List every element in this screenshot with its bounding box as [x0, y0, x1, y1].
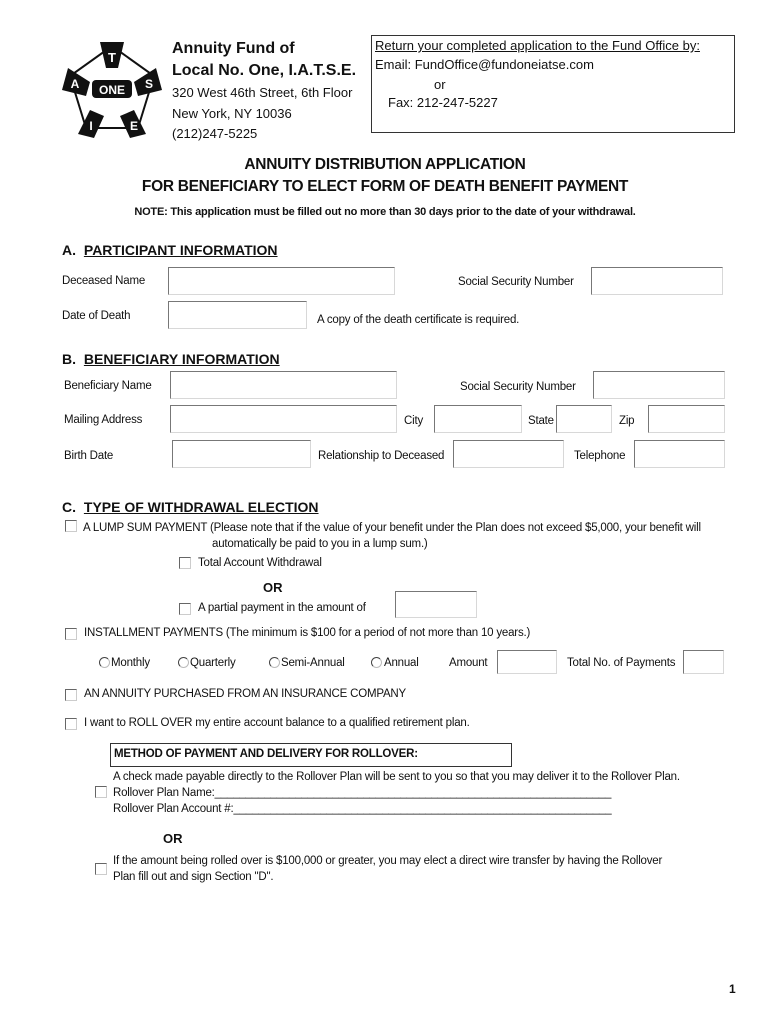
page-number: 1 [729, 982, 736, 996]
rollover-plan-account: Rollover Plan Account #:_____________________________________________________________ [113, 803, 612, 815]
city-label: City [404, 415, 424, 427]
partial-amount-field[interactable] [395, 591, 477, 618]
frequency-quarterly-radio[interactable] [178, 657, 189, 668]
frequency-monthly-radio[interactable] [99, 657, 110, 668]
total-payments-field[interactable] [683, 650, 724, 674]
return-box-or: or [434, 77, 446, 92]
deceased-ssn-label: Social Security Number [458, 276, 574, 288]
installment-checkbox[interactable] [65, 628, 77, 640]
telephone-field[interactable] [634, 440, 725, 468]
mailing-address-label: Mailing Address [64, 414, 143, 426]
wire-transfer-checkbox[interactable] [95, 863, 107, 875]
death-certificate-note: A copy of the death certificate is required. [317, 314, 520, 326]
rollover-checkbox[interactable] [65, 718, 77, 730]
rollover-method-title: METHOD OF PAYMENT AND DELIVERY FOR ROLLOVER: [114, 748, 418, 760]
zip-field[interactable] [648, 405, 725, 433]
logo-letter-e: E [129, 119, 139, 133]
date-of-death-field[interactable] [168, 301, 307, 329]
state-field[interactable] [556, 405, 612, 433]
state-label: State [528, 415, 554, 427]
birth-date-field[interactable] [172, 440, 311, 468]
telephone-label: Telephone [574, 450, 626, 462]
partial-payment-checkbox[interactable] [179, 603, 191, 615]
frequency-quarterly-label: Quarterly [190, 657, 236, 669]
city-field[interactable] [434, 405, 522, 433]
rollover-check-text: A check made payable directly to the Rollover Plan will be sent to you so that you may deliver it to the Rollover Plan. [113, 771, 680, 783]
form-title-line2: FOR BENEFICIARY TO ELECT FORM OF DEATH BENEFIT PAYMENT [141, 178, 629, 195]
logo-letter-a: A [70, 77, 80, 91]
beneficiary-name-label: Beneficiary Name [64, 380, 152, 392]
relationship-field[interactable] [453, 440, 564, 468]
return-box-title: Return your completed application to the Fund Office by: [375, 38, 700, 53]
rollover-label: I want to ROLL OVER my entire account balance to a qualified retirement plan. [84, 717, 470, 729]
annuity-checkbox[interactable] [65, 689, 77, 701]
relationship-label: Relationship to Deceased [318, 450, 445, 462]
frequency-semiannual-label: Semi-Annual [281, 657, 345, 669]
section-c-letter: C. [62, 499, 76, 515]
lump-sum-text-line2: automatically be paid to you in a lump sum.) [212, 538, 428, 550]
address-line2: New York, NY 10036 [172, 106, 292, 121]
logo-letter-i: I [89, 119, 93, 133]
total-withdrawal-label: Total Account Withdrawal [198, 557, 322, 569]
frequency-semiannual-radio[interactable] [269, 657, 280, 668]
total-payments-label: Total No. of Payments [567, 657, 676, 669]
frequency-annual-label: Annual [384, 657, 419, 669]
date-of-death-label: Date of Death [62, 310, 131, 322]
deceased-ssn-field[interactable] [591, 267, 723, 295]
section-b-letter: B. [62, 351, 76, 367]
return-box-email: Email: FundOffice@fundoneiatse.com [375, 57, 594, 72]
logo-center-text: ONE [98, 83, 126, 97]
rollover-check-checkbox[interactable] [95, 786, 107, 798]
deceased-name-field[interactable] [168, 267, 395, 295]
beneficiary-ssn-label: Social Security Number [460, 381, 576, 393]
section-b-title: BENEFICIARY INFORMATION [83, 351, 280, 367]
section-c-title: TYPE OF WITHDRAWAL ELECTION [83, 499, 319, 515]
return-instructions-box [371, 35, 735, 133]
address-line1: 320 West 46th Street, 6th Floor [172, 85, 353, 100]
fund-name-line1: Annuity Fund of [172, 40, 295, 57]
mailing-address-field[interactable] [170, 405, 397, 433]
or-separator-1: OR [263, 580, 283, 595]
section-c-heading [62, 499, 319, 515]
phone-number: (212)247-5225 [172, 126, 258, 141]
beneficiary-ssn-field[interactable] [593, 371, 725, 399]
wire-transfer-text-line1: If the amount being rolled over is $100,000 or greater, you may elect a direct wire transfer by having the Rollover [113, 855, 663, 867]
installment-amount-field[interactable] [497, 650, 557, 674]
lump-sum-checkbox[interactable] [65, 520, 77, 532]
beneficiary-name-field[interactable] [170, 371, 397, 399]
total-withdrawal-checkbox[interactable] [179, 557, 191, 569]
union-logo [60, 38, 164, 142]
annuity-label: AN ANNUITY PURCHASED FROM AN INSURANCE COMPANY [84, 688, 407, 700]
installment-amount-label: Amount [449, 657, 488, 669]
frequency-annual-radio[interactable] [371, 657, 382, 668]
section-a-title: PARTICIPANT INFORMATION [83, 242, 278, 258]
rollover-method-box [110, 743, 512, 767]
or-separator-2: OR [163, 831, 183, 846]
zip-label: Zip [619, 415, 635, 427]
rollover-plan-name: Rollover Plan Name:________________________________________________________________ [113, 787, 612, 799]
lump-sum-text-line1: A LUMP SUM PAYMENT (Please note that if the value of your benefit under the Plan does not exceed $5,000, your benefit will [83, 522, 701, 534]
deceased-name-label: Deceased Name [62, 275, 146, 287]
section-a-letter: A. [62, 242, 76, 258]
section-b-heading [62, 351, 280, 367]
installment-label: INSTALLMENT PAYMENTS (The minimum is $100 for a period of not more than 10 years.) [84, 627, 531, 639]
section-a-heading [62, 242, 278, 258]
form-title-line1: ANNUITY DISTRIBUTION APPLICATION [244, 156, 526, 173]
logo-letter-s: S [144, 77, 154, 91]
wire-transfer-text-line2: Plan fill out and sign Section "D". [113, 871, 274, 883]
fund-name-line2: Local No. One, I.A.T.S.E. [172, 62, 357, 79]
partial-payment-label: A partial payment in the amount of [198, 602, 366, 614]
form-note: NOTE: This application must be filled out no more than 30 days prior to the date of your withdrawal. [134, 206, 636, 218]
frequency-monthly-label: Monthly [111, 657, 150, 669]
birth-date-label: Birth Date [64, 450, 114, 462]
iatse-emblem-icon [60, 38, 164, 142]
logo-letter-t: T [108, 50, 116, 65]
return-box-fax: Fax: 212-247-5227 [388, 95, 498, 110]
